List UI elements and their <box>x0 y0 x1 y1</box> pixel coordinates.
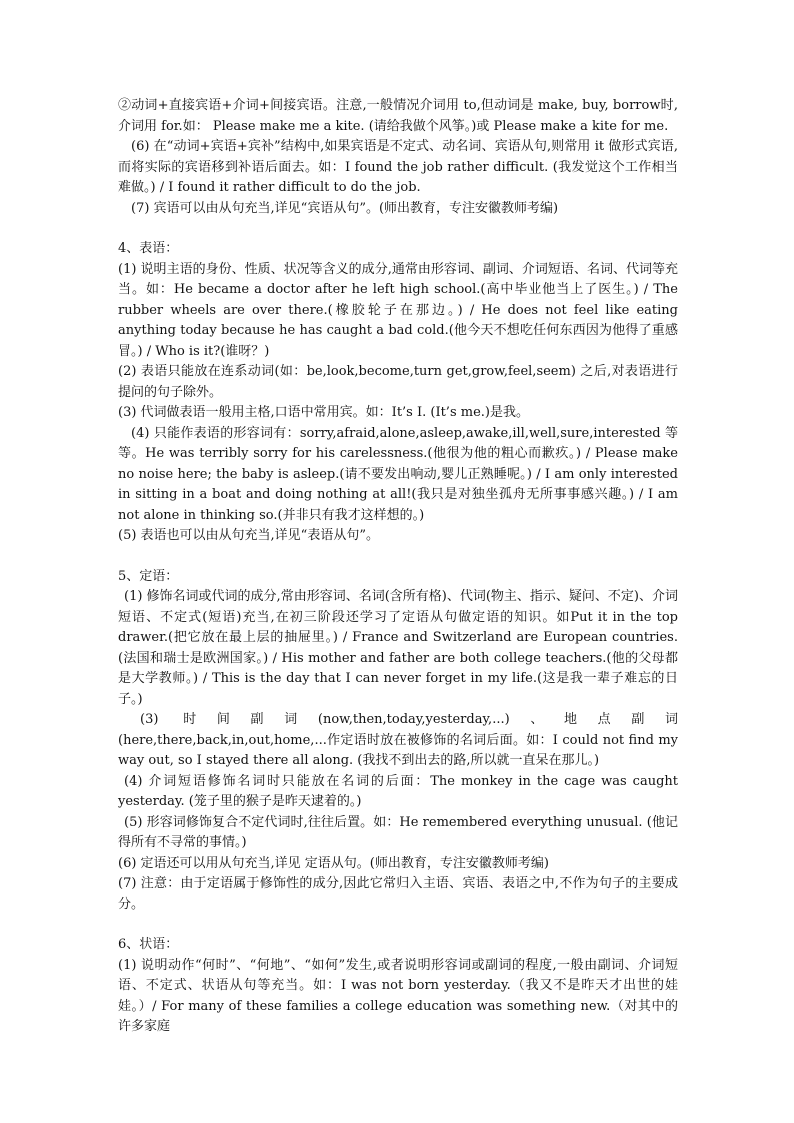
section-gap <box>118 219 678 239</box>
paragraph-attributive-5: (5) 形容词修饰复合不定代词时,往往后置。如：He remembered everything unusual. (他记得所有不寻常的事情。) <box>118 814 678 850</box>
paragraph-formal-object-it: (6) 在“动词+宾语+宾补”结构中,如果宾语是不定式、动名词、宾语从句,则常用 it 做形式宾语,而将实际的宾语移到补语后面去。如：I found the job rather difficult. (我发觉这个工作相当难做。) / I found it rather difficult to do the job. <box>118 139 678 195</box>
paragraph-attributive-6: (6) 定语还可以用从句充当,详见 定语从句。(师出教育，专注安徽教师考编) <box>118 855 549 871</box>
paragraph-adverbial-1: (1) 说明动作“何时”、“何地”、“如何”发生,或者说明形容词或副词的程度,一般由副词、介词短语、不定式、状语从句等充当。如：I was not born yesterday.（我又不是昨天才出世的娃娃。）/ For many of these families a college education was something new.（对其中的许多家庭 <box>118 957 678 1034</box>
paragraph-attributive-3: (3) 时间副词(now,then,today,yesterday,...)、地点副词(here,there,back,in,out,home,...作定语时放在被修饰的名词后面。如：I could not find my way out, so I stayed there all along. (我找不到出去的路,所以就一直呆在那儿。) <box>118 712 678 768</box>
paragraph-object-clause: (7) 宾语可以由从句充当,详见“宾语从句”。(师出教育，专注安徽教师考编) <box>131 200 559 216</box>
paragraph-attributive-4: (4) 介词短语修饰名词时只能放在名词的后面：The monkey in the cage was caught yesterday. (笼子里的猴子是昨天逮着的。) <box>118 773 678 809</box>
paragraph-indirect-object: ②动词+直接宾语+介词+间接宾语。注意,一般情况介词用 to,但动词是 make, buy, borrow时,介词用 for.如： Please make me a kite. (请给我做个风筝。)或 Please make a kite for me. <box>118 98 678 134</box>
document-page <box>118 96 678 1038</box>
paragraph-predicative-4: (4) 只能作表语的形容词有：sorry,afraid,alone,asleep,awake,ill,well,sure,interested 等等。He was terribly sorry for his carelessness.(他很为他的粗心而歉疚。) / Please make no noise here; the baby is asleep.(请不要发出响动,婴儿正熟睡呢。) / I am only interested in sitting in a boat and doing nothing at all!(我只是对独坐孤舟无所事事感兴趣。) / I am not alone in thinking so.(并非只有我才这样想的。) <box>118 425 678 523</box>
section-heading-adverbial: 6、状语： <box>118 937 179 952</box>
section-heading-attributive: 5、定语： <box>118 568 179 584</box>
paragraph-predicative-1: (1) 说明主语的身份、性质、状况等含义的成分,通常由形容词、副词、介词短语、名词、代词等充当。如：He became a doctor after he left high school.(高中毕业他当上了医生。) / The rubber wheels are over there.(橡胶轮子在那边。) / He does not feel like eating anything today because he has caught a bad cold.(他今天不想吃任何东西因为他得了重感冒。) / Who is it?(谁呀？) <box>118 261 678 359</box>
paragraph-attributive-1: (1) 修饰名词或代词的成分,常由形容词、名词(含所有格)、代词(物主、指示、疑问、不定)、介词短语、不定式(短语)充当,在初三阶段还学习了定语从句做定语的知识。如Put it in the top drawer.(把它放在最上层的抽屉里。) / France and Switzerland are European countries. (法国和瑞士是欧洲国家。) / His mother and father are both college teachers.(他的父母都是大学教师。) / This is the day that I can never forget in my life.(这是我一辈子难忘的日子。) <box>118 589 678 707</box>
paragraph-predicative-5: (5) 表语也可以由从句充当,详见“表语从句”。 <box>118 528 379 543</box>
paragraph-predicative-3: (3) 代词做表语一般用主格,口语中常用宾。如：It’s I. (It’s me.)是我。 <box>118 405 529 420</box>
section-gap <box>118 915 678 935</box>
paragraph-attributive-7: (7) 注意：由于定语属于修饰性的成分,因此它常归入主语、宾语、表语之中,不作为句子的主要成分。 <box>118 876 678 912</box>
section-gap <box>118 547 678 567</box>
paragraph-predicative-2: (2) 表语只能放在连系动词(如：be,look,become,turn get,grow,feel,seem) 之后,对表语进行提问的句子除外。 <box>118 364 678 400</box>
section-heading-predicative: 4、表语： <box>118 241 179 256</box>
